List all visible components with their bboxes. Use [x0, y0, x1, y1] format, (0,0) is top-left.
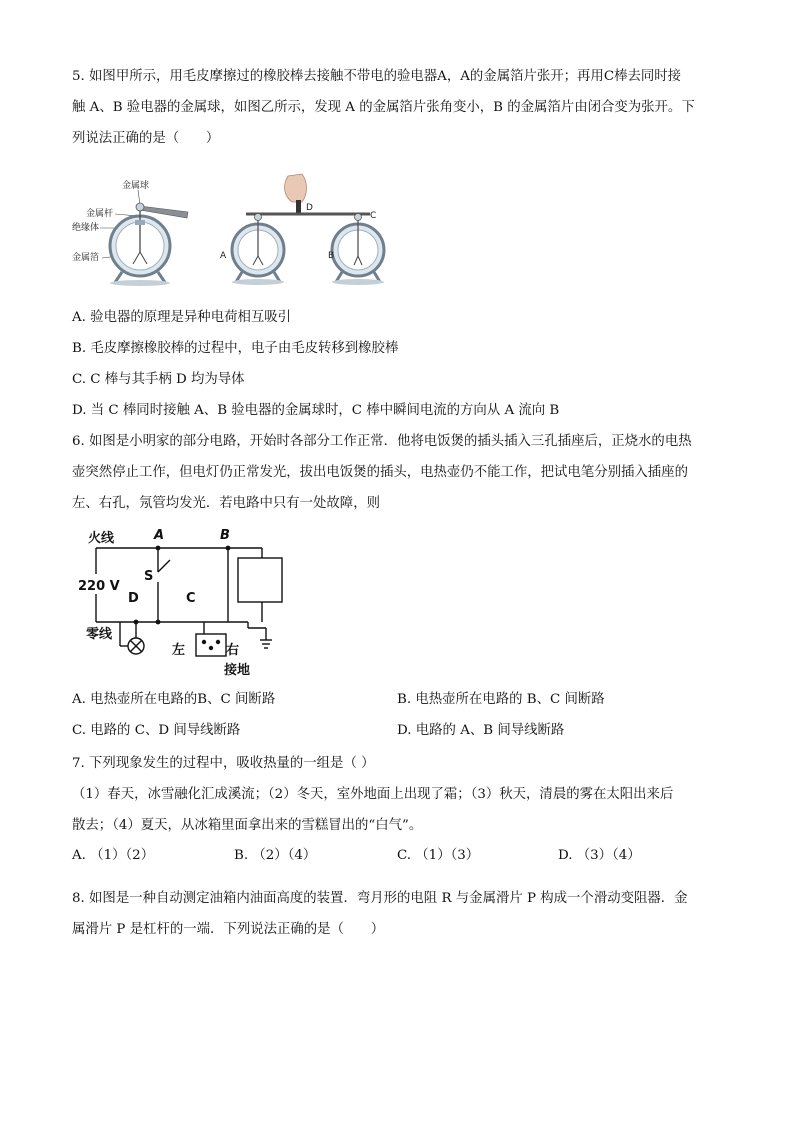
q6-option-b[interactable]: B. 电热壶所在电路的 B、C 间断路 — [397, 692, 605, 707]
label-right-hole: 右 — [226, 643, 240, 658]
label-live-wire: 火线 — [88, 531, 115, 546]
q7-stem-line-2: （1）春天，冰雪融化汇成溪流；（2）冬天，室外地面上出现了霜；（3）秋天，清晨的雾在太阳出来后 — [72, 787, 674, 802]
q5-option-c[interactable]: C. C 棒与其手柄 D 均为导体 — [72, 372, 245, 387]
q5-option-d[interactable]: D. 当 C 棒同时接触 A、B 验电器的金属球时，C 棒中瞬间电流的方向从 A 流向 B — [72, 403, 560, 418]
q7-stem-line-1: 7. 下列现象发生的过程中，吸收热量的一组是（ ） — [72, 756, 375, 771]
q6-option-d[interactable]: D. 电路的 A、B 间导线断路 — [397, 723, 565, 738]
q5-option-a[interactable]: A. 验电器的原理是异种电荷相互吸引 — [72, 310, 292, 325]
label-rod-c: C — [370, 211, 377, 221]
question-6-stem — [72, 426, 722, 519]
label-electroscope-b: B — [328, 251, 335, 261]
label-ground: 接地 — [224, 663, 251, 678]
label-ball: 金属球 — [122, 181, 150, 191]
q5-stem-line-1: 5. 如图甲所示，用毛皮摩擦过的橡胶棒去接触不带电的验电器A，A的金属箔片张开；再用C棒去同时接 — [72, 69, 682, 84]
question-5-stem — [72, 61, 722, 154]
label-handle-d: D — [306, 203, 313, 213]
q8-stem-line-1: 8. 如图是一种自动测定油箱内油面高度的装置．弯月形的电阻 R 与金属滑片 P 构成一个滑动变阻器．金 — [72, 891, 688, 906]
label-rod: 金属杆 — [86, 209, 114, 219]
electroscope-pair — [220, 174, 384, 285]
q5-option-b[interactable]: B. 毛皮摩擦橡胶棒的过程中，电子由毛皮转移到橡胶棒 — [72, 341, 399, 356]
question-7-stem — [72, 748, 722, 841]
q7-option-c[interactable]: C. （1）（3） — [397, 848, 480, 863]
q7-option-d[interactable]: D. （3）（4） — [558, 848, 641, 863]
label-electroscope-a: A — [220, 251, 227, 261]
q5-stem-line-2: 触 A、B 验电器的金属球，如图乙所示，发现 A 的金属箔片张角变小，B 的金属箔片由闭合变为张开。下 — [72, 100, 695, 115]
electroscope-single — [72, 179, 188, 286]
label-point-d: D — [128, 591, 139, 606]
q7-option-b[interactable]: B. （2）（4） — [234, 848, 317, 863]
q6-option-a[interactable]: A. 电热壶所在电路的B、C 间断路 — [72, 692, 276, 707]
question-8-stem — [72, 883, 722, 945]
q6-stem-line-1: 6. 如图是小明家的部分电路，开始时各部分工作正常．他将电饭煲的插头插入三孔插座后，正烧水的电热 — [72, 434, 692, 449]
label-left-hole: 左 — [172, 643, 186, 658]
label-insulator: 绝缘体 — [72, 223, 100, 233]
q6-stem-line-3: 左、右孔，氖管均发光．若电路中只有一处故障，则 — [72, 496, 380, 511]
circuit-diagram — [76, 522, 286, 682]
label-point-c: C — [186, 591, 196, 606]
q5-stem-line-3: 列说法正确的是（ ） — [72, 131, 220, 146]
question-5-options — [72, 302, 722, 426]
label-switch-s: S — [144, 569, 154, 584]
q6-stem-line-2: 壶突然停止工作，但电灯仍正常发光，拔出电饭煲的插头，电热壶仍不能工作，把试电笔分别插入插座的 — [72, 465, 688, 480]
q8-stem-line-2: 属滑片 P 是杠杆的一端．下列说法正确的是（ ） — [72, 922, 385, 937]
label-point-a: A — [154, 528, 165, 543]
label-foil: 金属箔 — [72, 253, 100, 263]
q7-option-a[interactable]: A. （1）（2） — [72, 848, 155, 863]
label-neutral-wire: 零线 — [86, 627, 113, 642]
q6-option-c[interactable]: C. 电路的 C、D 间导线断路 — [72, 723, 241, 738]
electroscope-figure — [70, 168, 400, 292]
label-point-b: B — [220, 528, 230, 543]
q7-stem-line-3: 散去；（4）夏天，从冰箱里面拿出来的雪糕冒出的“白气”。 — [72, 818, 423, 833]
label-voltage: 220 V — [78, 579, 120, 594]
